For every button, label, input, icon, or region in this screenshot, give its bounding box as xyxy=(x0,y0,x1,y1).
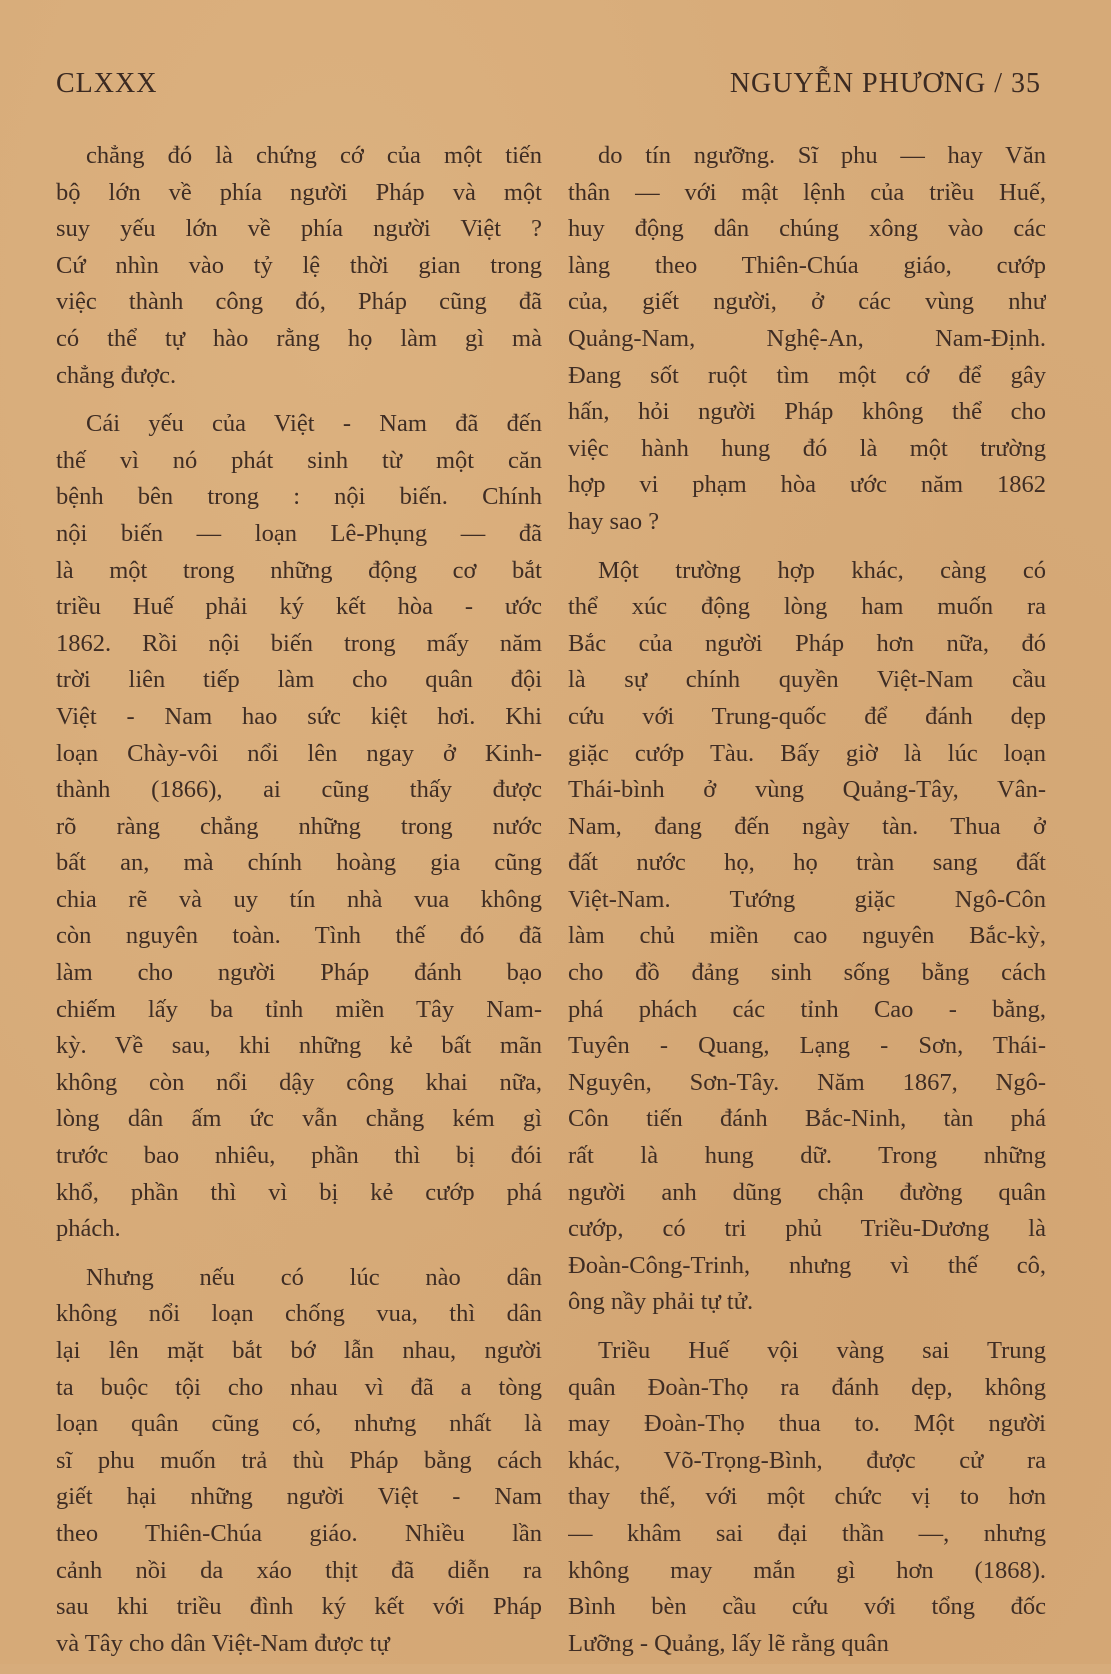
text-line: loạn quân cũng có, nhưng nhất là xyxy=(56,1410,542,1438)
text-line: loạn Chày-vôi nổi lên ngay ở Kinh- xyxy=(56,739,542,767)
text-line: chẳng đó là chứng cớ của một tiến xyxy=(86,142,542,169)
text-line: Bắc của người Pháp hơn nữa, đó xyxy=(568,629,1046,657)
text-line: bộ lớn về phía người Pháp và một xyxy=(56,178,542,206)
text-line: rất là hung dữ. Trong những xyxy=(568,1142,1046,1170)
text-line: của, giết người, ở các vùng như xyxy=(568,288,1046,316)
text-line: thể xúc động lòng ham muốn ra xyxy=(568,593,1046,621)
text-line: cướp, có tri phủ Triều-Dương là xyxy=(568,1215,1046,1243)
text-line: nội biến — loạn Lê-Phụng — đã xyxy=(56,519,542,547)
text-line: có thể tự hào rằng họ làm gì mà xyxy=(56,324,542,352)
text-line: ông nầy phải tự tử. xyxy=(568,1288,754,1316)
left-text-column xyxy=(56,138,542,1674)
text-line: trước bao nhiêu, phần thì bị đói xyxy=(56,1142,542,1170)
text-line: rõ ràng chẳng những trong nước xyxy=(56,812,542,840)
text-line: sĩ phu muốn trả thù Pháp bằng cách xyxy=(56,1446,542,1474)
text-line: còn nguyên toàn. Tình thế đó đã xyxy=(56,922,542,950)
text-line: thế vì nó phát sinh từ một căn xyxy=(56,446,542,474)
author-page-number: NGUYỄN PHƯƠNG / 35 xyxy=(729,68,1041,99)
text-line: sau khi triều đình ký kết với Pháp xyxy=(56,1593,542,1621)
text-line: khác, Võ-Trọng-Bình, được cử ra xyxy=(568,1446,1046,1474)
text-line: huy động dân chúng xông vào các xyxy=(568,215,1046,243)
text-line: cứu với Trung-quốc để đánh dẹp xyxy=(568,702,1046,730)
text-line: chiếm lấy ba tỉnh miền Tây Nam- xyxy=(56,995,542,1023)
text-line: Cứ nhìn vào tỷ lệ thời gian trong xyxy=(56,251,542,279)
text-line: đất nước họ, họ tràn sang đất xyxy=(568,849,1046,877)
text-line: Bình bèn cầu cứu với tổng đốc xyxy=(568,1593,1046,1621)
text-line: ta buộc tội cho nhau vì đã a tòng xyxy=(56,1373,542,1401)
text-line: hay sao ? xyxy=(568,507,660,535)
text-line: Nhưng nếu có lúc nào dân xyxy=(86,1263,542,1291)
text-line: giặc cướp Tàu. Bấy giờ là lúc loạn xyxy=(568,739,1046,767)
text-line: suy yếu lớn về phía người Việt ? xyxy=(56,215,542,243)
text-line: làm cho người Pháp đánh bạo xyxy=(56,959,542,987)
text-line: Việt-Nam. Tướng giặc Ngô-Côn xyxy=(568,885,1046,913)
text-line: hợp vi phạm hòa ước năm 1862 xyxy=(568,471,1046,499)
text-line: trời liên tiếp làm cho quân đội xyxy=(56,666,542,694)
right-text-column xyxy=(568,138,1046,1674)
text-line: lòng dân ấm ức vẫn chẳng kém gì xyxy=(56,1105,542,1133)
text-line: bất an, mà chính hoàng gia cũng xyxy=(56,849,542,877)
text-line: người anh dũng chận đường quân xyxy=(568,1178,1046,1206)
paragraph xyxy=(568,138,1046,541)
text-line: lại lên mặt bắt bớ lẫn nhau, người xyxy=(56,1337,542,1364)
text-line: chia rẽ và uy tín nhà vua không xyxy=(56,885,542,913)
text-line: thay thế, với một chức vị to hơn xyxy=(568,1483,1046,1511)
paragraph xyxy=(56,406,542,1248)
text-line: — khâm sai đại thần —, nhưng xyxy=(568,1519,1046,1547)
text-line: kỳ. Về sau, khi những kẻ bất mãn xyxy=(56,1032,542,1060)
text-line: Côn tiến đánh Bắc-Ninh, tàn phá xyxy=(568,1105,1046,1133)
paragraph xyxy=(56,1260,542,1663)
paragraph xyxy=(56,138,542,394)
text-line: Triều Huế vội vàng sai Trung xyxy=(598,1337,1046,1364)
text-line: và Tây cho dân Việt-Nam được tự xyxy=(56,1629,390,1657)
text-line: làng theo Thiên-Chúa giáo, cướp xyxy=(568,251,1046,279)
text-line: hấn, hỏi người Pháp không thể cho xyxy=(568,398,1046,426)
text-line: thân — với mật lệnh của triều Huế, xyxy=(568,178,1046,206)
text-line: Một trường hợp khác, càng có xyxy=(598,556,1046,584)
text-line: khổ, phần thì vì bị kẻ cướp phá xyxy=(56,1178,542,1206)
text-line: thành (1866), ai cũng thấy được xyxy=(56,776,542,804)
text-line: chẳng được. xyxy=(56,361,177,389)
paragraph xyxy=(568,553,1046,1321)
section-number: CLXXX xyxy=(56,68,158,99)
text-line: việc thành công đó, Pháp cũng đã xyxy=(56,288,542,316)
text-line: quân Đoàn-Thọ ra đánh dẹp, không xyxy=(568,1373,1046,1401)
text-line: việc hành hung đó là một trường xyxy=(568,434,1046,462)
text-line: Việt - Nam hao sức kiệt hơi. Khi xyxy=(56,702,542,730)
text-line: là sự chính quyền Việt-Nam cầu xyxy=(568,666,1046,694)
text-line: Cái yếu của Việt - Nam đã đến xyxy=(86,410,542,438)
text-line: Lưỡng - Quảng, lấy lẽ rằng quân xyxy=(568,1629,889,1657)
text-line: cho đồ đảng sinh sống bằng cách xyxy=(568,959,1046,987)
text-line: không may mắn gì hơn (1868). xyxy=(568,1556,1046,1584)
paragraph xyxy=(568,1333,1046,1662)
text-line: làm chủ miền cao nguyên Bắc-kỳ, xyxy=(568,922,1046,950)
text-line: triều Huế phải ký kết hòa - ước xyxy=(56,593,542,621)
text-line: giết hại những người Việt - Nam xyxy=(56,1483,542,1511)
text-line: Thái-bình ở vùng Quảng-Tây, Vân- xyxy=(568,776,1046,804)
text-line: không nổi loạn chống vua, thì dân xyxy=(56,1300,542,1328)
text-line: theo Thiên-Chúa giáo. Nhiều lần xyxy=(56,1519,542,1547)
text-line: Tuyên - Quang, Lạng - Sơn, Thái- xyxy=(568,1032,1046,1060)
text-line: cảnh nồi da xáo thịt đã diễn ra xyxy=(56,1556,542,1584)
text-line: do tín ngưỡng. Sĩ phu — hay Văn xyxy=(598,142,1046,169)
text-line: Nguyên, Sơn-Tây. Năm 1867, Ngô- xyxy=(568,1068,1046,1096)
text-line: may Đoàn-Thọ thua to. Một người xyxy=(568,1410,1046,1438)
text-line: là một trong những động cơ bắt xyxy=(56,556,542,584)
text-line: Nam, đang đến ngày tàn. Thua ở xyxy=(568,812,1046,840)
text-line: bệnh bên trong : nội biến. Chính xyxy=(56,483,542,511)
text-line: phá phách các tỉnh Cao - bằng, xyxy=(568,995,1046,1023)
text-line: Đoàn-Công-Trinh, nhưng vì thế cô, xyxy=(568,1251,1046,1279)
text-line: 1862. Rồi nội biến trong mấy năm xyxy=(56,629,542,657)
text-line: Đang sốt ruột tìm một cớ để gây xyxy=(568,361,1046,389)
text-line: Quảng-Nam, Nghệ-An, Nam-Định. xyxy=(568,324,1046,352)
text-line: phách. xyxy=(56,1215,121,1243)
page-header xyxy=(56,68,1041,108)
text-line: không còn nổi dậy công khai nữa, xyxy=(56,1068,542,1096)
